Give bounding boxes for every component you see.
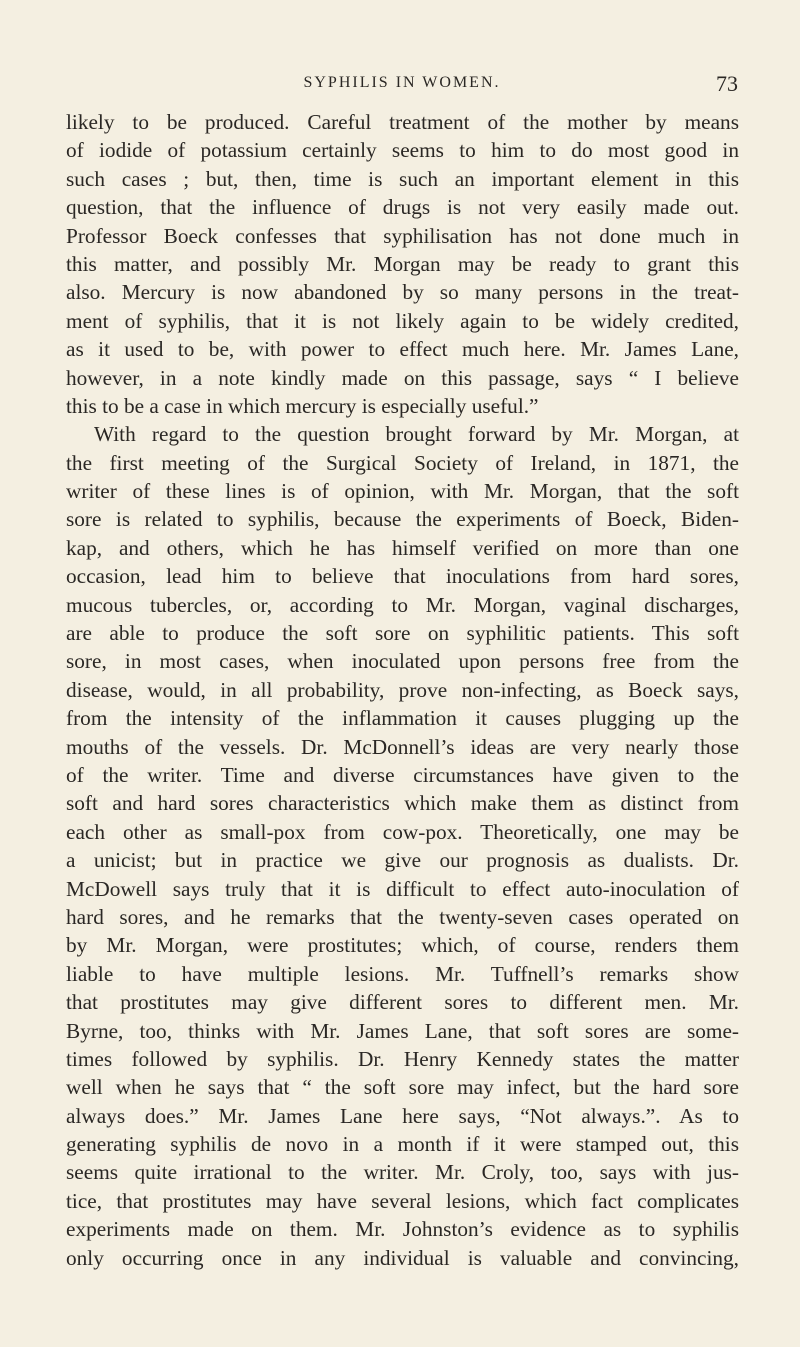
text-line: occasion, lead him to believe that inoculations from hard sores,	[66, 564, 739, 589]
text-line: times followed by syphilis. Dr. Henry Kennedy states the matter	[66, 1046, 739, 1071]
text-line: mouths of the vessels. Dr. McDonnell’s ideas are very nearly those	[66, 734, 739, 759]
text-line: ment of syphilis, that it is not likely again to be widely credited,	[66, 308, 739, 333]
text-line: question, that the influence of drugs is not very easily made out.	[66, 195, 739, 220]
running-head	[66, 71, 738, 102]
text-line: as it used to be, with power to effect much here. Mr. James Lane,	[66, 337, 739, 362]
text-line: Byrne, too, thinks with Mr. James Lane, that soft sores are some-	[66, 1018, 739, 1043]
text-line: also. Mercury is now abandoned by so many persons in the treat-	[66, 280, 739, 305]
text-line: are able to produce the soft sore on syphilitic patients. This soft	[66, 621, 739, 646]
text-line: well when he says that “ the soft sore may infect, but the hard sore	[66, 1075, 739, 1100]
text-line: liable to have multiple lesions. Mr. Tuffnell’s remarks show	[66, 961, 739, 986]
text-line: that prostitutes may give different sores to different men. Mr.	[66, 990, 739, 1015]
text-line: writer of these lines is of opinion, with Mr. Morgan, that the soft	[66, 479, 739, 504]
text-line: With regard to the question brought forward by Mr. Morgan, at	[94, 422, 739, 447]
text-line: always does.” Mr. James Lane here says, “Not always.”. As to	[66, 1103, 739, 1128]
body-text	[66, 108, 739, 1272]
page-number: 73	[716, 71, 738, 96]
text-line: by Mr. Morgan, were prostitutes; which, of course, renders them	[66, 933, 739, 958]
text-line: this matter, and possibly Mr. Morgan may be ready to grant this	[66, 251, 739, 276]
text-line: of iodide of potassium certainly seems to him to do most good in	[66, 138, 739, 163]
text-line: soft and hard sores characteristics which make them as distinct from	[66, 791, 739, 816]
text-line: tice, that prostitutes may have several lesions, which fact complicates	[66, 1188, 739, 1213]
text-line: kap, and others, which he has himself verified on more than one	[66, 535, 739, 560]
text-line: generating syphilis de novo in a month if it were stamped out, this	[66, 1132, 739, 1157]
text-line: seems quite irrational to the writer. Mr. Croly, too, says with jus-	[66, 1160, 739, 1185]
text-line: experiments made on them. Mr. Johnston’s evidence as to syphilis	[66, 1217, 739, 1242]
text-line: this to be a case in which mercury is especially useful.”	[66, 393, 539, 418]
text-line: McDowell says truly that it is difficult to effect auto-inoculation of	[66, 876, 739, 901]
text-line: disease, would, in all probability, prove non-infecting, as Boeck says,	[66, 677, 739, 702]
text-line: of the writer. Time and diverse circumstances have given to the	[66, 762, 739, 787]
text-line: a unicist; but in practice we give our prognosis as dualists. Dr.	[66, 848, 739, 873]
text-line: the first meeting of the Surgical Society of Ireland, in 1871, the	[66, 450, 739, 475]
text-line: however, in a note kindly made on this passage, says “ I believe	[66, 365, 739, 390]
running-title: SYPHILIS IN WOMEN.	[303, 74, 501, 91]
text-line: mucous tubercles, or, according to Mr. Morgan, vaginal discharges,	[66, 592, 739, 617]
text-line: from the intensity of the inflammation it causes plugging up the	[66, 706, 739, 731]
text-line: sore, in most cases, when inoculated upon persons free from the	[66, 649, 739, 674]
text-line: such cases ; but, then, time is such an important element in this	[66, 166, 739, 191]
text-line: hard sores, and he remarks that the twenty-seven cases operated on	[66, 904, 739, 929]
text-line: likely to be produced. Careful treatment of the mother by means	[66, 110, 739, 134]
text-line: sore is related to syphilis, because the experiments of Boeck, Biden-	[66, 507, 739, 532]
text-line: Professor Boeck confesses that syphilisation has not done much in	[66, 223, 739, 248]
text-line: each other as small-pox from cow-pox. Theoretically, one may be	[66, 819, 739, 844]
text-line: only occurring once in any individual is valuable and convincing,	[66, 1245, 739, 1270]
